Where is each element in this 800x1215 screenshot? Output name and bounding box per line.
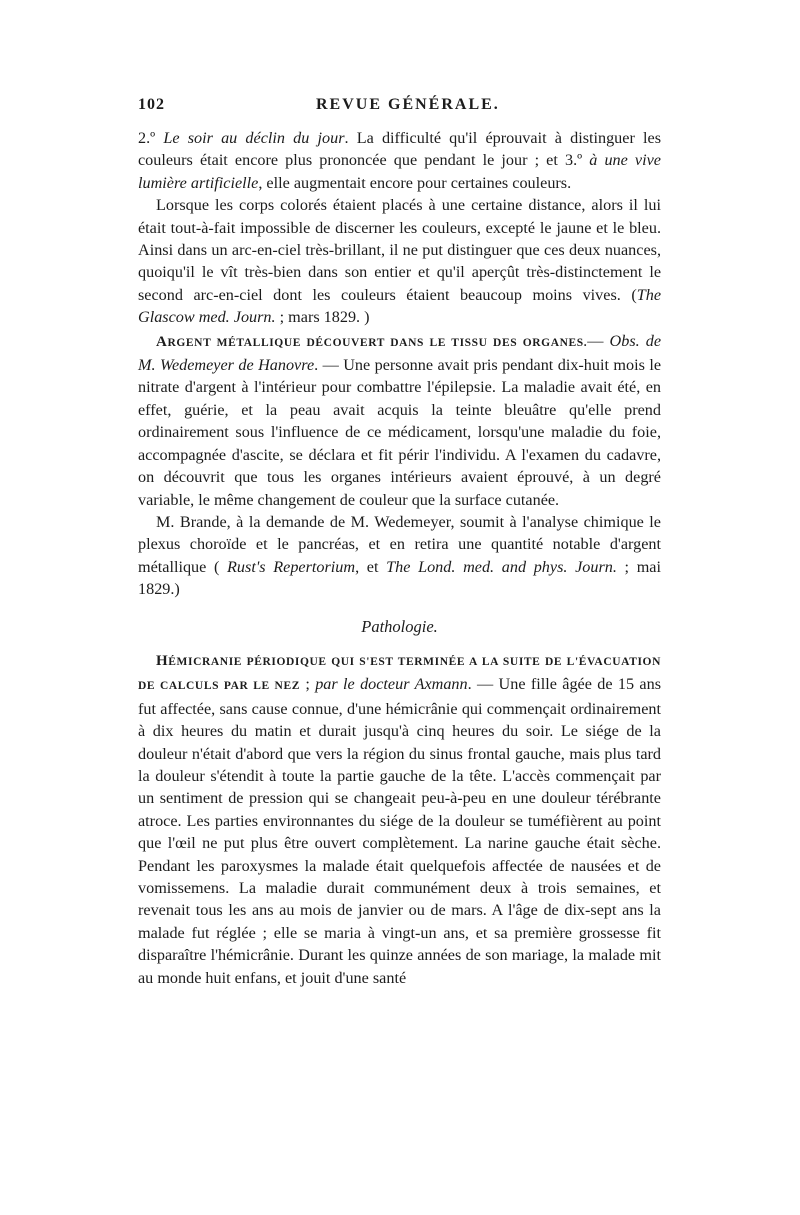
paragraph-3: ARGENT MÉTALLIQUE DÉCOUVERT DANS LE TISSU DES ORGANES.— Obs. de M. Wedemeyer de Hanovre. — Une personne avait pris pendant dix-huit mois le nitrate d'argent à l'intérieur pour combattre l'épilepsie. La maladie avait été, en effet, guérie, et la peau avait acquis la teinte bleuâtre qu'elle prend ordinairement sous l'influence de ce médicament, lorsqu'une maladie du foie, accompagnée d'ascite, se déclara et fit périr l'individu. A l'examen du cadavre, on découvrit que tous les organes intérieurs avaient éprouvé, à un degré variable, le même changement de couleur que la surface cutanée.: [138, 331, 662, 509]
paragraph-1: 2.º Le soir au déclin du jour. La difficulté qu'il éprouvait à distinguer les couleurs était encore plus prononcée que pendant le jour ; et 3.º à une vive lumière artificielle, elle augmentait encore pour certaines couleurs.: [138, 129, 661, 192]
body-text: [138, 127, 661, 989]
page-number: 102: [138, 96, 165, 113]
page-header: [138, 96, 661, 118]
article-heading-argent: ARGENT MÉTALLIQUE DÉCOUVERT DANS LE TISSU DES ORGANES.: [156, 333, 588, 350]
article-heading-hemicranie: HÉMICRANIE PÉRIODIQUE QUI S'EST TERMINÉE A LA SUITE DE L'ÉVACUATION DE CALCULS PAR LE NEZ: [138, 652, 661, 693]
paragraph-2: Lorsque les corps colorés étaient placés à une certaine distance, alors il lui était tout-à-fait impossible de discerner les couleurs, excepté le jaune et le bleu. Ainsi dans un arc-en-ciel très-brillant, il ne put distinguer que ces deux nuances, quoiqu'il le vît très-bien dans son entier et qu'il aperçût très-distinctement le second arc-en-ciel dont les couleurs étaient beaucoup moins vives. (The Glascow med. Journ. ; mars 1829. ): [138, 196, 661, 327]
section-title: Pathologie.: [361, 616, 438, 636]
paragraph-4: M. Brande, à la demande de M. Wedemeyer, soumit à l'analyse chimique le plexus choroïde et le pancréas, et en retira une quantité notable d'argent métallique ( Rust's Repertorium, et The Lond. med. and phys. Journ. ; mai 1829.): [138, 512, 661, 599]
running-title: REVUE GÉNÉRALE.: [316, 96, 500, 113]
paragraph-5: HÉMICRANIE PÉRIODIQUE QUI S'EST TERMINÉE A LA SUITE DE L'ÉVACUATION DE CALCULS PAR LE NEZ ; par le docteur Axmann. — Une fille âgée de 15 ans fut affectée, sans cause connue, d'une hémicrânie qui commençait ordinairement à dix heures du matin et durait jusqu'à cinq heures du soir. Le siége de la douleur n'était d'abord que vers la région du sinus frontal gauche, mais plus tard la douleur s'étendit à toute la partie gauche de la tête. L'accès commençait par un sentiment de pression qui se changeait peu-à-peu en une douleur térébrante atroce. Les parties environnantes du siége de la douleur se tuméfièrent au point que l'œil ne put plus être ouvert complètement. La narine gauche était sèche. Pendant les paroxysmes la malade était quelquefois affectée de nausées et de vomissemens. La maladie durait communément deux à trois semaines, et revenait tous les ans au mois de janvier ou de mars. A l'âge de dix-sept ans la malade fut réglée ; elle se maria à vingt-un ans, et sa première grossesse fit disparaître l'hémicrânie. Durant les quinze années de son mariage, la malade mit au monde huit enfans, et jouit d'une santé: [138, 652, 661, 987]
